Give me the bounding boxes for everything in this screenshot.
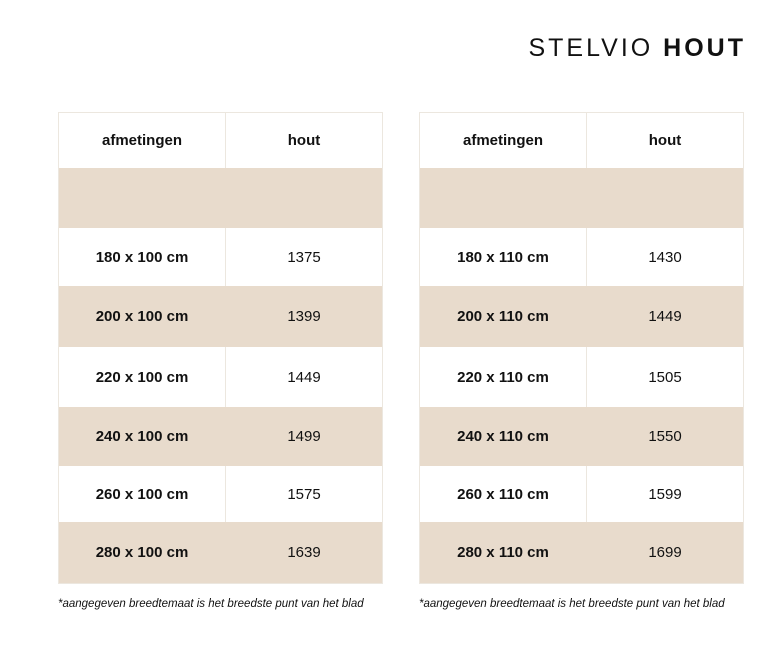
- size-cell: 180 x 110 cm: [420, 228, 587, 286]
- price-cell: 1550: [648, 428, 682, 445]
- title-bold: HOUT: [663, 34, 746, 62]
- table-row: [420, 347, 743, 407]
- table-row: [420, 466, 743, 522]
- size-cell: 260 x 100 cm: [59, 466, 226, 522]
- size-cell: 220 x 110 cm: [420, 347, 587, 407]
- price-cell: 1399: [287, 308, 321, 325]
- empty-cell: [59, 168, 226, 228]
- table-header-row: [420, 113, 743, 168]
- size-cell: 240 x 110 cm: [457, 428, 549, 445]
- price-table-100: [58, 112, 383, 584]
- header-size: afmetingen: [420, 113, 587, 168]
- empty-row: [420, 168, 743, 228]
- header-size: afmetingen: [59, 113, 226, 168]
- empty-cell: [420, 168, 587, 228]
- table-row: [59, 466, 382, 522]
- price-cell: 1449: [648, 308, 682, 325]
- table-row: [420, 286, 743, 347]
- table-row: [420, 407, 743, 466]
- table-row: [59, 522, 382, 583]
- size-cell: 220 x 100 cm: [59, 347, 226, 407]
- table-row: [59, 347, 382, 407]
- table-row: [420, 228, 743, 286]
- header-wood: hout: [287, 132, 321, 149]
- table-row: [59, 228, 382, 286]
- table-row: [420, 522, 743, 583]
- size-cell: 280 x 110 cm: [457, 544, 549, 561]
- price-cell: 1505: [648, 368, 682, 386]
- size-cell: 180 x 100 cm: [59, 228, 226, 286]
- empty-cell: [226, 168, 382, 228]
- table-row: [59, 407, 382, 466]
- price-cell: 1430: [648, 248, 682, 266]
- size-cell: 260 x 110 cm: [420, 466, 587, 522]
- page-title: [528, 34, 746, 63]
- size-cell: 200 x 100 cm: [95, 308, 189, 325]
- size-cell: 200 x 110 cm: [457, 308, 549, 325]
- title-light: STELVIO: [528, 34, 654, 62]
- price-table-110: [419, 112, 744, 584]
- price-cell: 1375: [287, 248, 321, 266]
- empty-cell: [587, 168, 743, 228]
- price-cell: 1699: [648, 544, 682, 561]
- price-cell: 1575: [287, 485, 321, 503]
- price-cell: 1499: [287, 428, 321, 445]
- size-cell: 280 x 100 cm: [95, 544, 189, 561]
- table-header-row: [59, 113, 382, 168]
- footnote: *aangegeven breedtemaat is het breedste punt van het blad: [419, 598, 725, 610]
- empty-row: [59, 168, 382, 228]
- table-row: [59, 286, 382, 347]
- footnote: *aangegeven breedtemaat is het breedste punt van het blad: [58, 598, 364, 610]
- price-cell: 1449: [287, 368, 321, 386]
- price-cell: 1599: [648, 485, 682, 503]
- header-wood: hout: [648, 132, 682, 149]
- size-cell: 240 x 100 cm: [95, 428, 189, 445]
- price-cell: 1639: [287, 544, 321, 561]
